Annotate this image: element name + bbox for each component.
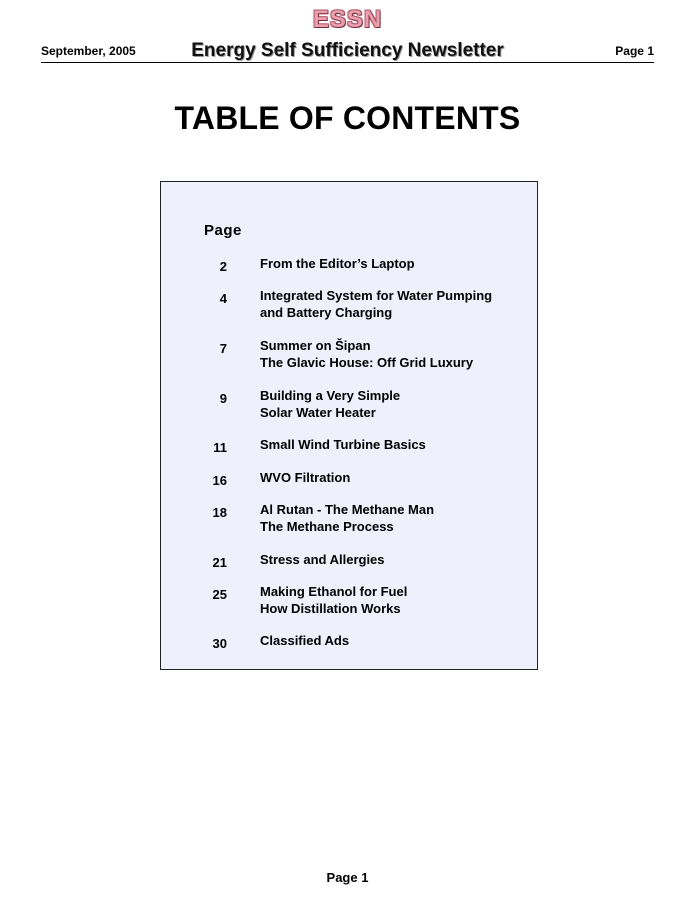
toc-entry-title: Integrated System for Water Pumping: [260, 288, 493, 303]
toc-entry-subtitle: How Distillation Works: [260, 600, 401, 616]
toc-entry-title: Classified Ads: [260, 633, 350, 648]
toc-page-number: 7: [219, 341, 227, 356]
toc-page-number: 2: [219, 259, 227, 274]
toc-entry-title: Making Ethanol for Fuel: [260, 584, 408, 599]
toc-entry-title: Building a Very Simple: [260, 388, 401, 403]
toc-page-number: 4: [219, 291, 227, 306]
toc-heading: TABLE OF CONTENTS: [174, 100, 521, 136]
toc-entry-title: From the Editor’s Laptop: [260, 256, 415, 271]
toc-entry-title: Stress and Allergies: [260, 552, 385, 567]
toc-box: [160, 181, 538, 670]
toc-page-number: 18: [212, 505, 227, 520]
toc-page-number: 11: [213, 440, 227, 455]
issue-date: September, 2005: [41, 44, 136, 58]
toc-page-number: 25: [212, 587, 227, 602]
toc-entry-subtitle: The Glavic House: Off Grid Luxury: [260, 354, 474, 370]
toc-page-number: 16: [212, 473, 227, 488]
newsletter-title: Energy Self Sufficiency Newsletter: [191, 40, 504, 61]
toc-entry-title: Small Wind Turbine Basics: [260, 437, 426, 452]
page-column-heading: Page: [204, 222, 242, 239]
toc-entry-title: Al Rutan - The Methane Man: [260, 502, 435, 517]
newsletter-logo: ESSN: [312, 6, 383, 33]
toc-entry-subtitle: Solar Water Heater: [260, 404, 376, 420]
toc-entry-subtitle: and Battery Charging: [260, 304, 393, 320]
page-header: [41, 40, 654, 63]
footer-page-number: Page 1: [326, 870, 369, 885]
header-page-number: Page 1: [615, 44, 654, 58]
toc-entry-subtitle: The Methane Process: [260, 518, 394, 534]
toc-entry-title: WVO Filtration: [260, 470, 351, 485]
toc-page-number: 30: [212, 636, 227, 651]
toc-page-number: 21: [212, 555, 227, 570]
toc-entry-title: Summer on Šipan: [260, 338, 371, 353]
toc-page-number: 9: [219, 391, 227, 406]
